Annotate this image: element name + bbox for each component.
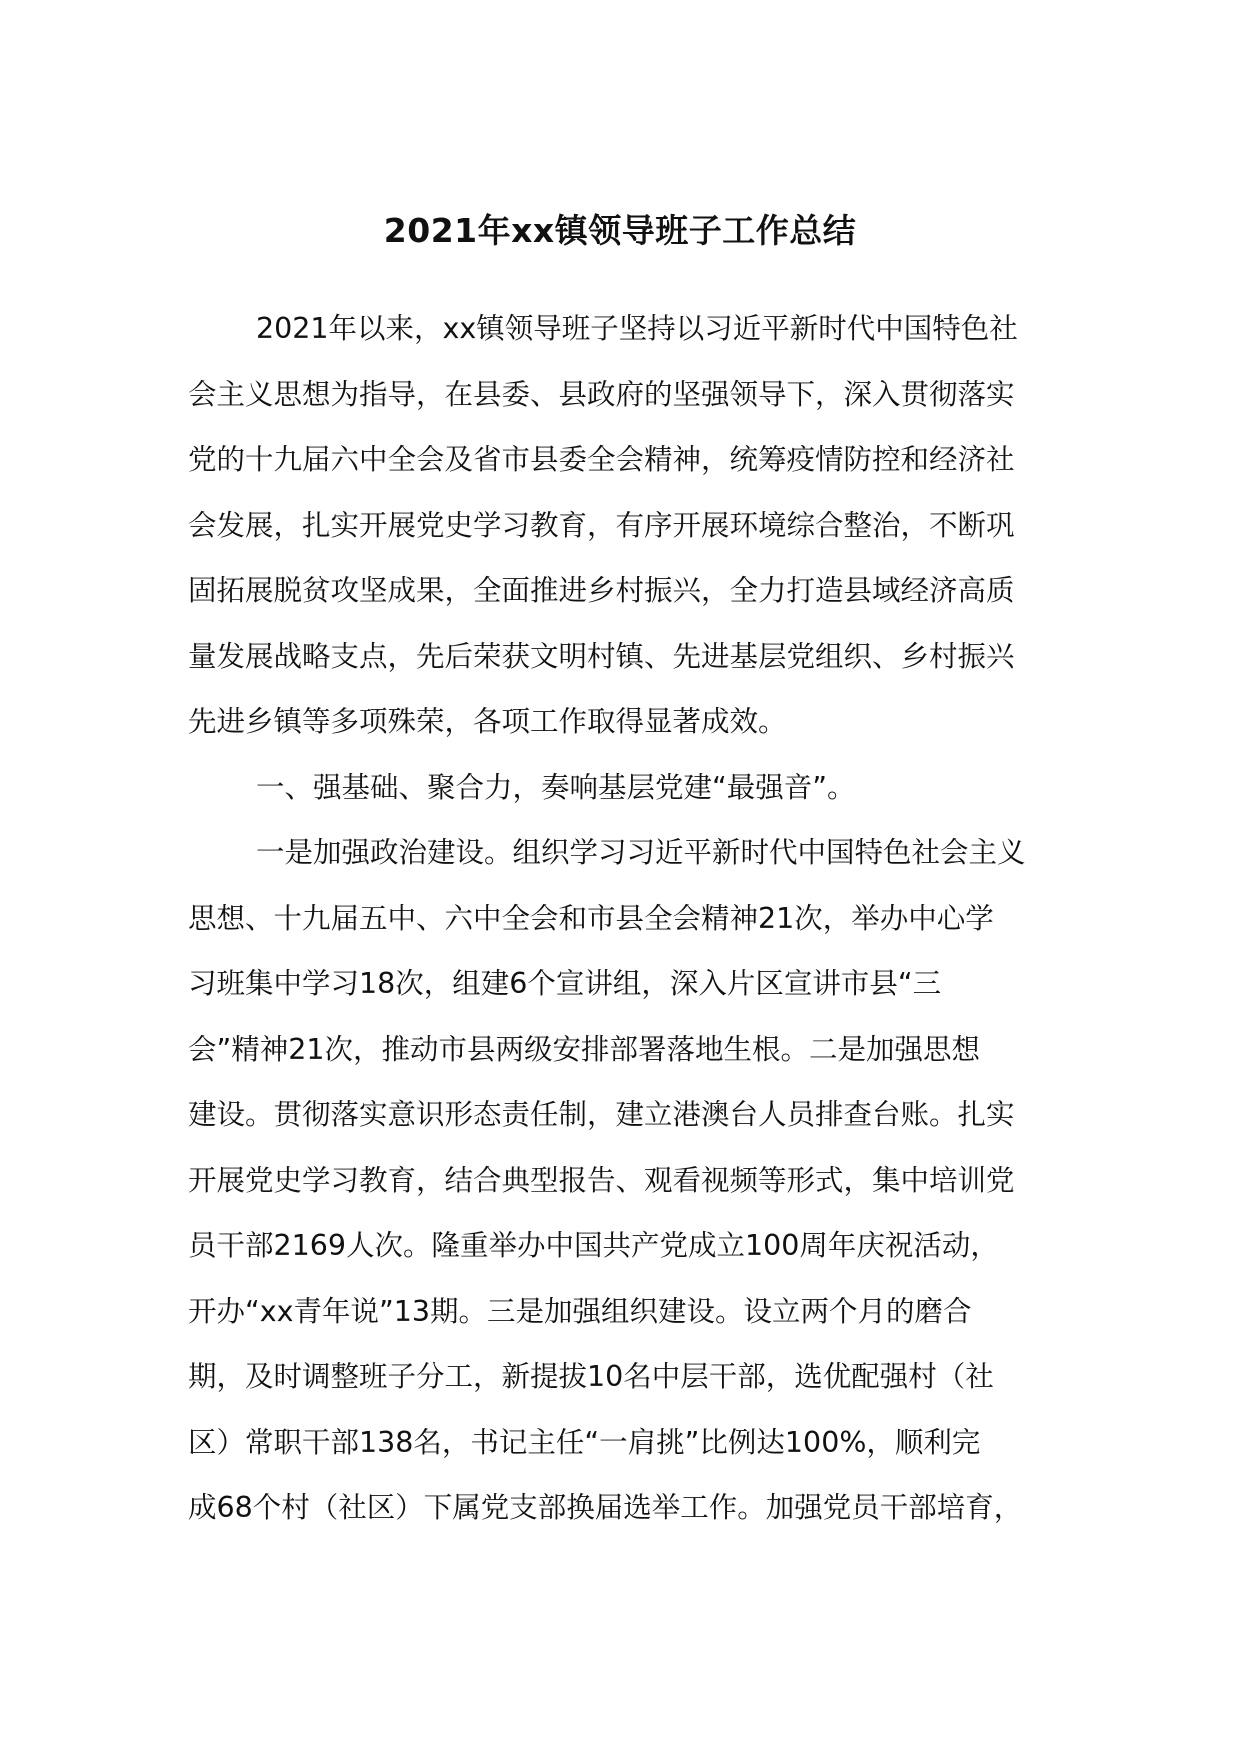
document-body (188, 296, 1054, 1541)
paragraph-line: 习班集中学习18次，组建6个宣讲组，深入片区宣讲市县“三 (188, 967, 942, 1000)
document-title: 2021年xx镇领导班子工作总结 (383, 211, 857, 250)
paragraph-line: 会发展，扎实开展党史学习教育，有序开展环境综合整治，不断巩 (188, 508, 1015, 542)
paragraph-line: 思想、十九届五中、六中全会和市县全会精神21次，举办中心学 (188, 901, 994, 935)
paragraph-line: 成68个村（社区）下属党支部换届选举工作。加强党员干部培育， (188, 1491, 1023, 1524)
section-heading: 一、强基础、聚合力，奏响基层党建“最强音”。 (256, 770, 856, 804)
paragraph-line: 区）常职干部138名，书记主任“一肩挑”比例达100%，顺利完 (188, 1425, 981, 1459)
paragraph-line: 期，及时调整班子分工，新提拔10名中层干部，选优配强村（社 (188, 1360, 994, 1393)
paragraph-line: 先进乡镇等多项殊荣，各项工作取得显著成效。 (188, 705, 787, 738)
paragraph-line: 员干部2169人次。隆重举办中国共产党成立100周年庆祝活动， (188, 1229, 999, 1262)
paragraph-line: 2021年以来，xx镇领导班子坚持以习近平新时代中国特色社 (256, 312, 1018, 345)
paragraph-line: 开展党史学习教育，结合典型报告、观看视频等形式，集中培训党 (188, 1163, 1015, 1197)
paragraph-line: 党的十九届六中全会及省市县委全会精神，统筹疫情防控和经济社 (188, 443, 1015, 476)
paragraph-line: 一是加强政治建设。组织学习习近平新时代中国特色社会主义 (256, 836, 1026, 869)
paragraph-line: 开办“xx青年说”13期。三是加强组织建设。设立两个月的磨合 (188, 1294, 972, 1328)
paragraph-line: 会”精神21次，推动市县两级安排部署落地生根。二是加强思想 (188, 1032, 981, 1066)
paragraph-line: 建设。贯彻落实意识形态责任制，建立港澳台人员排查台账。扎实 (188, 1098, 1015, 1131)
paragraph-line: 会主义思想为指导，在县委、县政府的坚强领导下，深入贯彻落实 (188, 377, 1015, 411)
paragraph-line: 量发展战略支点，先后荣获文明村镇、先进基层党组织、乡村振兴 (188, 639, 1015, 673)
paragraph-line: 固拓展脱贫攻坚成果，全面推进乡村振兴，全力打造县域经济高质 (188, 574, 1015, 607)
